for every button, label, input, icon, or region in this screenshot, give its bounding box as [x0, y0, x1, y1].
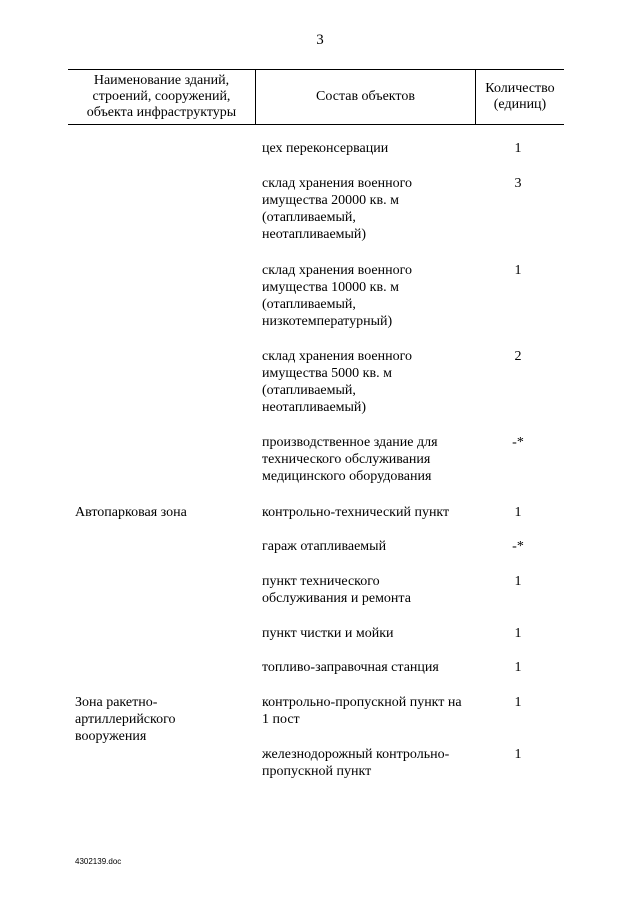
- page-number: 3: [316, 32, 324, 48]
- quantity-cell: 1: [514, 505, 522, 520]
- header-building-name: Наименование зданий, строений, сооружений, объекта инфраструктуры: [86, 73, 237, 120]
- quantity-cell: 1: [514, 626, 522, 641]
- object-cell: склад хранения военного имущества 20000 кв. м (отапливаемый, неотапливаемый): [262, 176, 412, 242]
- quantity-cell: -*: [512, 539, 524, 554]
- object-cell: железнодорожный контрольно-пропускной пункт: [262, 747, 450, 779]
- object-cell: контрольно-технический пункт: [262, 505, 450, 520]
- object-cell: склад хранения военного имущества 10000 кв. м (отапливаемый, низкотемпературный): [262, 263, 412, 329]
- object-cell: склад хранения военного имущества 5000 кв. м (отапливаемый, неотапливаемый): [262, 349, 412, 415]
- object-cell: контрольно-пропускной пункт на 1 пост: [262, 695, 462, 727]
- object-cell: цех переконсервации: [262, 141, 389, 156]
- quantity-cell: 1: [514, 574, 522, 589]
- header-objects: Состав объектов: [316, 89, 415, 104]
- zone-cell: Зона ракетно-артиллерийского вооружения: [75, 695, 176, 744]
- object-cell: топливо-заправочная станция: [262, 660, 439, 675]
- header-quantity: Количество (единиц): [485, 81, 555, 112]
- quantity-cell: 1: [514, 263, 522, 278]
- quantity-cell: -*: [512, 435, 524, 450]
- quantity-cell: 1: [514, 660, 522, 675]
- object-cell: производственное здание для технического обслуживания медицинского оборудования: [262, 435, 438, 484]
- quantity-cell: 3: [514, 176, 522, 191]
- document-filename: 4302139.doc: [75, 857, 122, 866]
- object-cell: гараж отапливаемый: [262, 539, 387, 554]
- object-cell: пункт технического обслуживания и ремонта: [262, 574, 411, 606]
- quantity-cell: 1: [514, 695, 522, 710]
- zone-cell: Автопарковая зона: [75, 505, 187, 520]
- object-cell: пункт чистки и мойки: [262, 626, 394, 641]
- quantity-cell: 2: [514, 349, 522, 364]
- quantity-cell: 1: [514, 141, 522, 156]
- quantity-cell: 1: [514, 747, 522, 762]
